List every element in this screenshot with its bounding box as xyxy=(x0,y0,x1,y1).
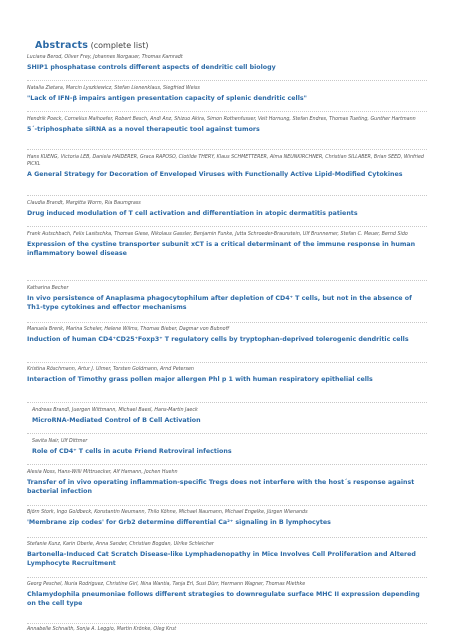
abstract-entry[interactable] xyxy=(27,542,427,569)
entry-divider xyxy=(27,537,427,538)
entry-divider xyxy=(27,226,427,227)
entry-divider xyxy=(27,362,427,363)
abstract-authors: Alexia Noss, Hans-Willi Mittruecker, Alf Hamann, Jochen Huehn xyxy=(27,470,178,475)
abstract-title[interactable]: In vivo persistence of Anaplasma phagocytophilum after depletion of CD4⁺ T cells, but not in the absence of Th1-type cytokines and effector mechanisms xyxy=(27,295,412,311)
abstract-entry[interactable] xyxy=(32,439,432,457)
abstract-title[interactable]: Chlamydophila pneumoniae follows different strategies to downregulate surface MHC II expression depending on the cell type xyxy=(27,591,420,607)
abstract-title[interactable]: "Lack of IFN-β impairs antigen presentation capacity of splenic dendritic cells" xyxy=(27,95,307,103)
entry-divider xyxy=(27,195,427,196)
entry-divider xyxy=(27,280,427,281)
entry-divider xyxy=(27,623,427,624)
abstract-entry[interactable] xyxy=(27,201,427,219)
abstract-title[interactable]: Interaction of Timothy grass pollen major allergen Phl p 1 with human respiratory epithelial cells xyxy=(27,376,373,384)
abstract-title[interactable]: A General Strategy for Decoration of Enveloped Viruses with Functionally Active Lipid-Modified Cytokines xyxy=(27,170,403,178)
entry-divider xyxy=(27,149,427,150)
entry-divider xyxy=(27,505,427,506)
abstract-authors: Björn Stork, Ingo Goldbeck, Konstantin Neumann, Thilo Köhne, Michael Naumann, Michael Engelke, Jürgen Wienands xyxy=(27,510,308,515)
abstract-authors: Katharina Becher xyxy=(27,286,69,291)
section-header xyxy=(35,40,149,51)
abstract-authors: Frank Autschbach, Felix Lasitschka, Thomas Giese, Nikolaus Gassler, Benjamin Funke, Jutta Schroeder-Braunstein, Ulf Brunnemer, Stefan C. Meuer, Bernd Sido xyxy=(27,232,408,237)
abstract-authors: Kristina Röschmann, Artur J. Ulmer, Torsten Goldmann, Arnd Petersen xyxy=(27,367,194,372)
abstract-authors: Hendrik Poeck, Cornelius Maihoefer, Robert Besch, Andi Anz, Shizuo Akira, Simon Rothenfusser, Veit Hornung, Stefan Endres, Thomas Tueting, Gunther Hartmann xyxy=(27,117,416,122)
abstract-entry[interactable] xyxy=(27,286,427,313)
abstract-authors: Annabelle Schnaith, Sonja A. Leggio, Martin Krönke, Oleg Krut xyxy=(27,627,177,632)
abstract-entry[interactable] xyxy=(27,582,427,609)
abstract-authors: Claudia Brandt, Margitta Worm, Ria Baumgrass xyxy=(27,201,141,206)
abstract-entry[interactable] xyxy=(27,55,427,73)
abstract-authors: Savita Nair, Ulf Dittmer xyxy=(32,439,88,444)
abstract-authors: Stefanie Kunz, Karin Oberle, Anna Sander, Christian Bogdan, Ulrike Schleicher xyxy=(27,542,214,547)
entry-divider xyxy=(27,111,427,112)
abstract-authors: Luciana Berod, Oliver Frey, Johannes Norgauer, Thomas Kamradt xyxy=(27,55,183,60)
entry-divider xyxy=(27,80,427,81)
abstract-entry[interactable] xyxy=(27,627,427,634)
abstract-entry[interactable] xyxy=(27,470,427,497)
abstract-authors: Andreas Brandl, Juergen Wittmann, Michael Baesl, Hans-Martin Jaeck xyxy=(32,408,198,413)
abstract-title[interactable]: Transfer of in vivo operating inflammation-specific Tregs does not interfere with the host´s response against bacterial infection xyxy=(27,479,415,495)
abstract-title[interactable]: 5´-triphosphate siRNA as a novel therapeutic tool against tumors xyxy=(27,126,260,134)
abstract-title[interactable]: MicroRNA-Mediated Control of B Cell Activation xyxy=(32,417,201,425)
abstract-authors: Manuela Brenk, Marina Scheler, Helene Wilms, Thomas Bieber, Dagmar von Bubnoff xyxy=(27,327,230,332)
abstract-entry[interactable] xyxy=(27,510,427,528)
abstract-title[interactable]: Expression of the cystine transporter subunit xCT is a critical determinant of the immune response in human inflammatory bowel disease xyxy=(27,241,416,257)
abstract-entry[interactable] xyxy=(27,86,427,104)
abstract-entry[interactable] xyxy=(27,155,427,179)
abstract-entry[interactable] xyxy=(27,367,427,385)
abstract-authors: Hans KUENG, Victoria LEB, Daniela HAIDERER, Graca RAPOSO, Clotilde THERY, Klaus SCHMETTERER, Alma NEUNKIRCHNER, Christian SILLABER, Brian SEED, Winfried PICKL xyxy=(27,155,424,167)
abstract-title[interactable]: Drug induced modulation of T cell activation and differentiation in atopic dermatitis patients xyxy=(27,210,358,218)
abstract-authors: Georg Peschel, Nuria Rodriguez, Christine Girl, Nina Wantia, Tanja Erl, Susi Dürr, Hermann Wagner, Thomas Miethke xyxy=(27,582,306,587)
section-title: Abstracts xyxy=(35,40,89,51)
entry-divider xyxy=(27,577,427,578)
abstract-title[interactable]: Bartonella-Induced Cat Scratch Disease-like Lymphadenopathy in Mice Involves Cell Proliferation and Altered Lymphocyte Recruitment xyxy=(27,551,416,567)
abstract-entry[interactable] xyxy=(27,327,427,345)
abstract-title[interactable]: 'Membrane zip codes' for Grb2 determine differential Ca²⁺ signaling in B lymphocytes xyxy=(27,519,331,527)
abstract-title[interactable]: SHIP1 phosphatase controls different aspects of dendritic cell biology xyxy=(27,64,276,72)
entry-divider xyxy=(27,433,427,434)
abstract-entry[interactable] xyxy=(27,232,427,259)
abstract-authors: Natalia Zietara, Marcin Lyszkiewicz, Stefan Lienenklaus, Siegfried Weiss xyxy=(27,86,200,91)
entry-divider xyxy=(27,322,427,323)
abstract-entry[interactable] xyxy=(32,408,432,426)
section-note: (complete list) xyxy=(90,41,149,50)
entry-divider xyxy=(27,464,427,465)
entry-divider xyxy=(27,402,427,403)
abstract-title[interactable]: Role of CD4⁺ T cells in acute Friend Retroviral infections xyxy=(32,448,232,456)
abstract-title[interactable]: Induction of human CD4⁺CD25⁺Foxp3⁺ T regulatory cells by tryptophan-deprived tolerogenic dendritic cells xyxy=(27,336,409,344)
abstract-entry[interactable] xyxy=(27,117,427,135)
